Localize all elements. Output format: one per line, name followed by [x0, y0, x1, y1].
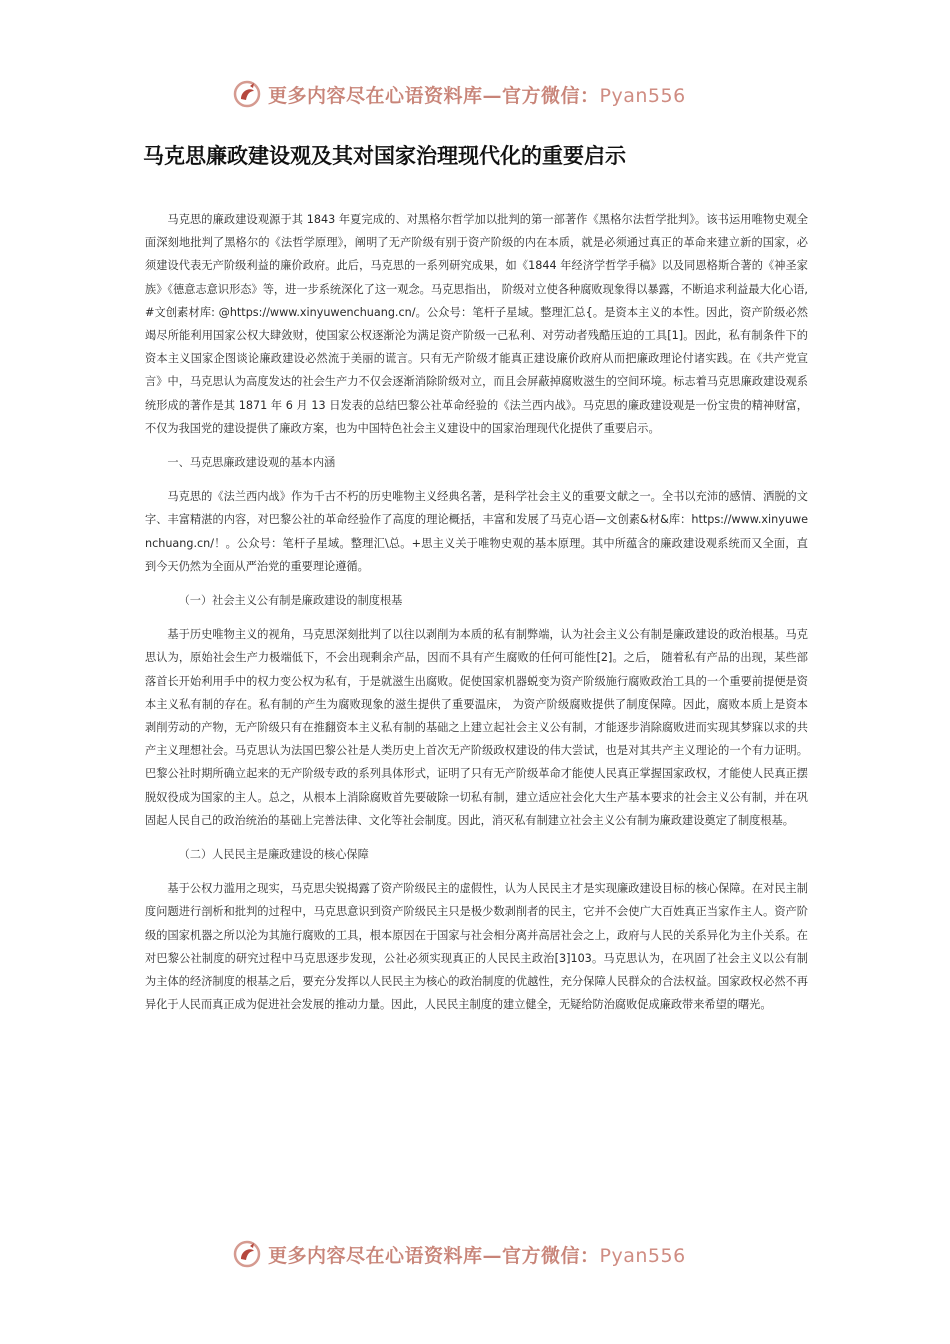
- header-banner-wechat-id: Pyan556: [599, 84, 686, 107]
- footer-banner-text: [268, 1241, 686, 1268]
- brand-logo-icon: [232, 1239, 262, 1269]
- footer-banner: [232, 1236, 732, 1272]
- document-body: [145, 208, 808, 1028]
- subsection-heading-2: （二）人民民主是廉政建设的核心保障: [178, 848, 369, 862]
- section-heading-1: 一、马克思廉政建设观的基本内涵: [167, 456, 336, 470]
- header-banner: [232, 76, 732, 112]
- footer-banner-wechat-id: Pyan556: [599, 1244, 686, 1267]
- section-1-paragraph: 马克思的《法兰西内战》作为千古不朽的历史唯物主义经典名著，是科学社会主义的重要文献之一。全书以充沛的感情、洒脱的文字、丰富精湛的内容，对巴黎公社的革命经验作了高度的理论概括，丰富和发展了马克心语—文创素&材&库：https://www.xinyuwenchuang.cn/！。公众号：笔杆子星域。整理汇\总。+思主义关于唯物史观的基本原理。其中所蕴含的廉政建设观系统而又全面，直到今天仍然为全面从严治党的重要理论遵循。: [145, 490, 808, 573]
- subsection-2-paragraph: 基于公权力滥用之现实，马克思尖锐揭露了资产阶级民主的虚假性，认为人民民主才是实现廉政建设目标的核心保障。在对民主制度问题进行剖析和批判的过程中，马克思意识到资产阶级民主只是极少数剥削者的民主，它并不会使广大百姓真正当家作主人。资产阶级的国家机器之所以沦为其施行腐败的工具，根本原因在于国家与社会相分离并高居社会之上，政府与人民的关系异化为主仆关系。在对巴黎公社制度的研究过程中马克思逐步发现，公社必须实现真正的人民民主政治[3]103。马克思认为，在巩固了社会主义以公有制为主体的经济制度的根基之后，要充分发挥以人民民主为核心的政治制度的优越性，充分保障人民群众的合法权益。国家政权必然不再异化于人民而真正成为促进社会发展的推动力量。因此，人民民主制度的建立健全，无疑给防治腐败促成廉政带来希望的曙光。: [145, 882, 808, 1012]
- footer-banner-cn: 更多内容尽在心语资料库—官方微信：: [268, 1244, 600, 1267]
- document-title: 马克思廉政建设观及其对国家治理现代化的重要启示: [143, 144, 626, 168]
- header-banner-cn: 更多内容尽在心语资料库—官方微信：: [268, 84, 600, 107]
- header-banner-text: [268, 81, 686, 108]
- subsection-heading-1: （一）社会主义公有制是廉政建设的制度根基: [178, 594, 403, 608]
- subsection-1-paragraph: 基于历史唯物主义的视角，马克思深刻批判了以往以剥削为本质的私有制弊端，认为社会主义公有制是廉政建设的政治根基。马克思认为，原始社会生产力极端低下，不会出现剩余产品，因而不具有产生腐败的任何可能性[2]。之后， 随着私有产品的出现，某些部落首长开始利用手中的权力变公权为私有，于是就滋生出腐败。促使国家机器蜕变为资产阶级施行腐败政治工具的一个重要前提便是资本主义私有制的存在。私有制的产生为腐败现象的滋生提供了重要温床， 为资产阶级腐败提供了制度保障。因此，腐败本质上是资本剥削劳动的产物，无产阶级只有在推翻资本主义私有制的基础之上建立起社会主义公有制，才能逐步消除腐败进而实现其梦寐以求的共产主义理想社会。马克思认为法国巴黎公社是人类历史上首次无产阶级政权建设的伟大尝试，也是对其共产主义理论的一个有力证明。巴黎公社时期所确立起来的无产阶级专政的系列具体形式，证明了只有无产阶级革命才能使人民真正掌握国家政权，才能使人民真正摆脱奴役成为国家的主人。总之，从根本上消除腐败首先要破除一切私有制，建立适应社会化大生产基本要求的社会主义公有制，并在巩固起人民自己的政治统治的基础上完善法律、文化等社会制度。因此，消灭私有制建立社会主义公有制为廉政建设奠定了制度根基。: [145, 628, 808, 827]
- brand-logo-icon: [232, 79, 262, 109]
- intro-paragraph: 马克思的廉政建设观源于其 1843 年夏完成的、对黑格尔哲学加以批判的第一部著作《黑格尔法哲学批判》。该书运用唯物史观全面深刻地批判了黑格尔的《法哲学原理》，阐明了无产阶级有别于资产阶级的内在本质，就是必须通过真正的革命来建立新的国家，必须建设代表无产阶级利益的廉价政府。此后，马克思的一系列研究成果，如《1844 年经济学哲学手稿》以及同恩格斯合著的《神圣家族》《德意志意识形态》等，进一步系统深化了这一观念。马克思指出， 阶级对立使各种腐败现象得以暴露，不断追求利益最大化心语,#文创素材库: @https://www.xinyuwenchuang.cn/。公众号：笔杆子星域。整理汇总{。是资本主义的本性。因此，资产阶级必然竭尽所能利用国家公权大肆敛财，使国家公权逐渐沦为满足资产阶级一己私利、对劳动者残酷压迫的工具[1]。因此，私有制条件下的资本主义国家企图谈论廉政建设必然流于美丽的谎言。只有无产阶级才能真正建设廉价政府从而把廉政理论付诸实践。在《共产党宣言》中，马克思认为高度发达的社会生产力不仅会逐渐消除阶级对立，而且会屏蔽掉腐败滋生的空间环境。标志着马克思廉政建设观系统形成的著作是其 1871 年 6 月 13 日发表的总结巴黎公社革命经验的《法兰西内战》。马克思的廉政建设观是一份宝贵的精神财富，不仅为我国党的建设提供了廉政方案，也为中国特色社会主义建设中的国家治理现代化提供了重要启示。: [145, 213, 808, 435]
